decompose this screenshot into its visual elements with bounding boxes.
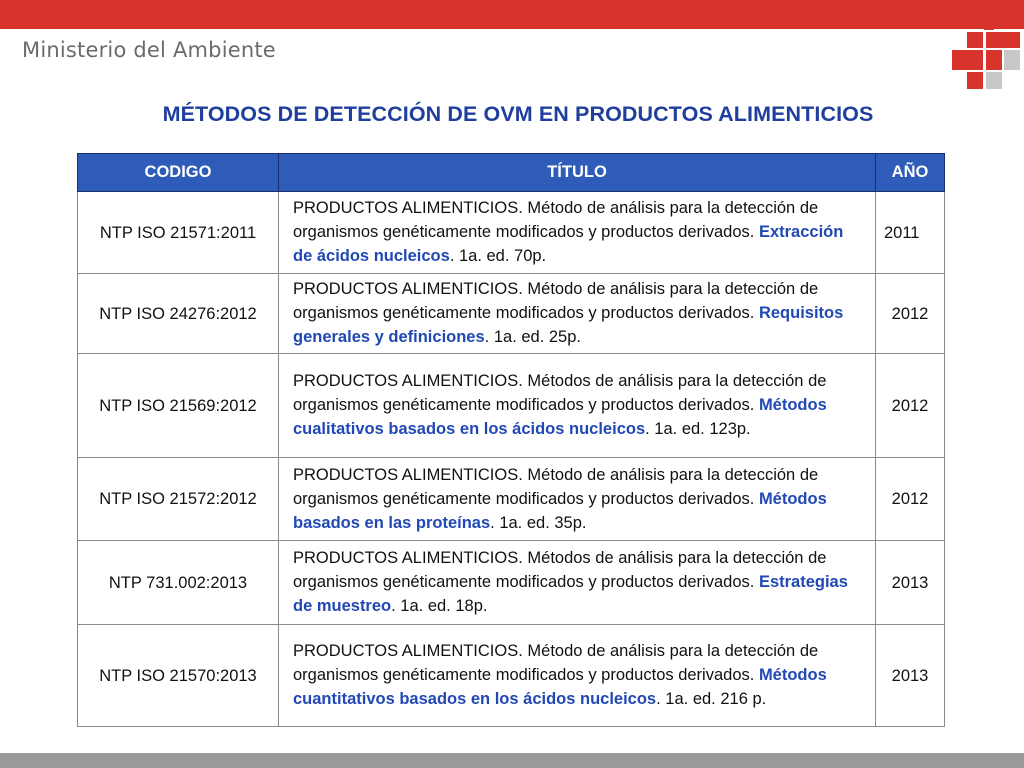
row-title-edition: . 1a. ed. 123p. [645,420,751,438]
row-title-edition: . 1a. ed. 35p. [490,513,587,532]
ministry-name: Ministerio del Ambiente [22,38,276,62]
row-title [279,274,876,354]
row-code: NTP ISO 21569:2012 [78,354,279,458]
row-title [279,541,876,625]
row-code: NTP ISO 21572:2012 [78,458,279,541]
row-year: 2011 [876,192,945,274]
table-row [78,625,945,727]
ministry-logo [950,18,1020,90]
column-header-code: CODIGO [78,154,279,192]
table-row [78,192,945,274]
row-title [279,354,876,458]
row-title-edition: . 1a. ed. 18p. [391,597,488,615]
row-title-text: PRODUCTOS ALIMENTICIOS. Métodos de análisis para la detección de organismos genéticamente modificados y productos derivados. [293,372,827,414]
page-title: MÉTODOS DE DETECCIÓN DE OVM EN PRODUCTOS ALIMENTICIOS [162,102,874,126]
row-code: NTP ISO 21570:2013 [78,625,279,727]
table-row [78,458,945,541]
row-code: NTP ISO 24276:2012 [78,274,279,354]
column-header-title: TÍTULO [279,154,876,192]
row-title-edition: . 1a. ed. 216 p. [656,690,767,708]
row-title-highlight: Métodos cualitativos basados en los ácidos nucleicos [293,396,827,438]
row-year: 2012 [876,458,945,541]
standards-table [77,153,945,727]
table-row [78,354,945,458]
row-title-text: PRODUCTOS ALIMENTICIOS. Método de análisis para la detección de organismos genéticamente modificados y productos derivados. [293,280,819,322]
column-header-year: AÑO [876,154,945,192]
row-title-text: PRODUCTOS ALIMENTICIOS. Método de análisis para la detección de organismos genéticamente modificados y productos derivados. [293,642,819,684]
row-title-highlight: Métodos basados en las proteínas [293,489,827,532]
row-year: 2012 [876,354,945,458]
row-year: 2012 [876,274,945,354]
row-title-highlight: Extracción de ácidos nucleicos [293,223,844,265]
row-code: NTP ISO 21571:2011 [78,192,279,274]
row-title-text: PRODUCTOS ALIMENTICIOS. Método de análisis para la detección de organismos genéticamente modificados y productos derivados. [293,465,819,508]
top-red-bar [0,0,1024,29]
table-row [78,274,945,354]
row-title-text: PRODUCTOS ALIMENTICIOS. Métodos de análisis para la detección de organismos genéticamente modificados y productos derivados. [293,549,827,591]
table-header-row [78,154,945,192]
row-title [279,458,876,541]
row-title-highlight: Métodos cuantitativos basados en los ácidos nucleicos [293,666,827,708]
row-title-edition: . 1a. ed. 70p. [449,247,547,265]
row-title-edition: . 1a. ed. 25p. [484,328,581,346]
row-title-text: PRODUCTOS ALIMENTICIOS. Método de análisis para la detección de organismos genéticamente modificados y productos derivados. [293,199,819,241]
table-row [78,541,945,625]
bottom-grey-bar [0,753,1024,768]
row-year: 2013 [876,541,945,625]
row-title [279,625,876,727]
row-year: 2013 [876,625,945,727]
row-title-highlight: Requisitos generales y definiciones [293,304,844,346]
row-title [279,192,876,274]
row-code: NTP 731.002:2013 [78,541,279,625]
row-title-highlight: Estrategias de muestreo [293,573,848,615]
